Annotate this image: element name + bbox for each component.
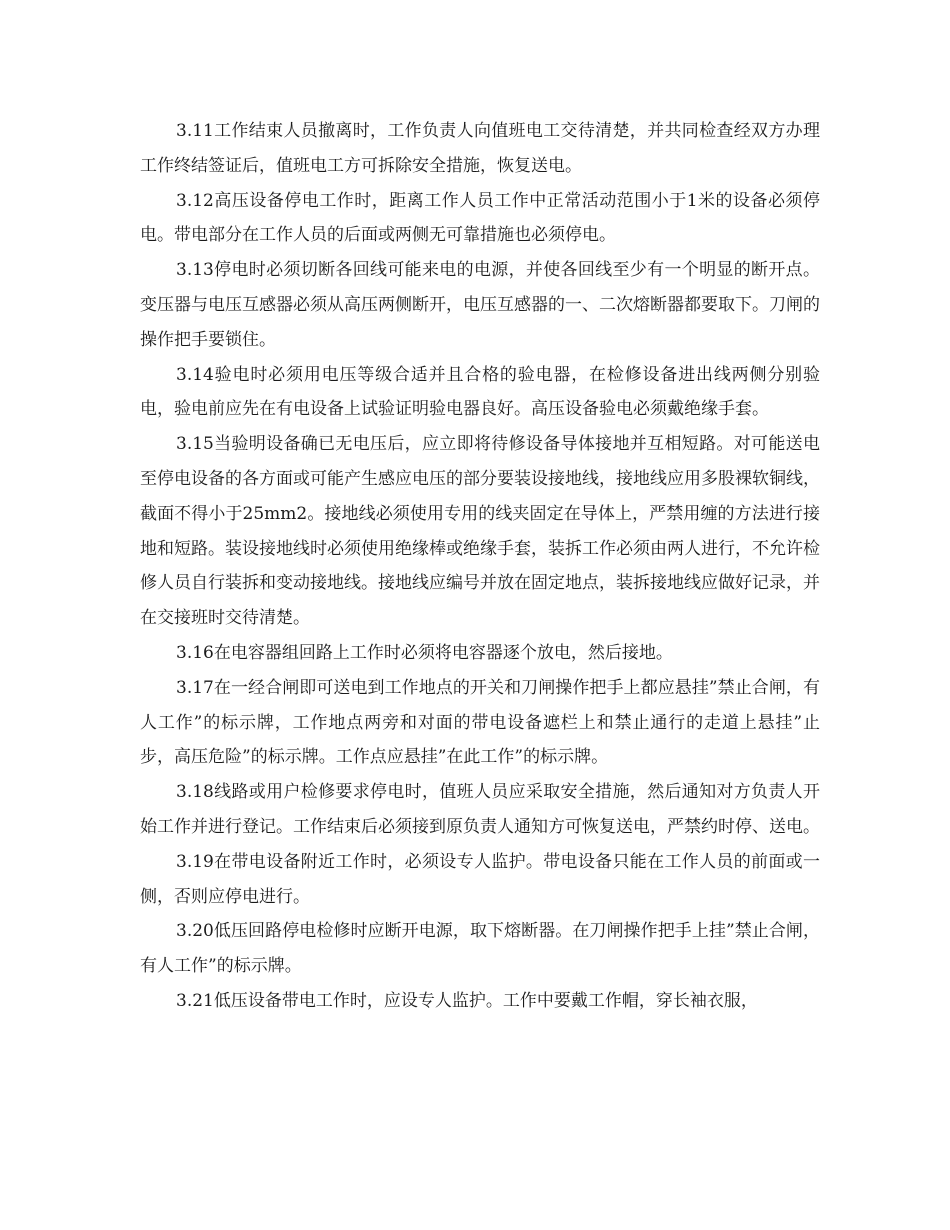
- paragraph-3-12: 3.12高压设备停电工作时，距离工作人员工作中正常活动范围小于1米的设备必须停电。带电部分在工作人员的后面或两侧无可靠措施也必须停电。: [140, 190, 820, 246]
- paragraph-3-15: 3.15当验明设备确已无电压后，应立即将待修设备导体接地并互相短路。对可能送电至停电设备的各方面或可能产生感应电压的部分要装设接地线，接地线应用多股裸软铜线，截面不得小于25mm2。接地线必须使用专用的线夹固定在导体上，严禁用缠的方法进行接地和短路。装设接地线时必须使用绝缘棒或绝缘手套，装拆工作必须由两人进行，不允许检修人员自行装拆和变动接地线。接地线应编号并放在固定地点，装拆接地线应做好记录，并在交接班时交待清楚。: [140, 434, 820, 629]
- paragraph-3-16: 3.16在电容器组回路上工作时必须将电容器逐个放电，然后接地。: [176, 642, 673, 663]
- paragraph-3-11: 3.11工作结束人员撤离时，工作负责人向值班电工交待清楚，并共同检查经双方办理工作终结签证后，值班电工方可拆除安全措施，恢复送电。: [140, 121, 820, 176]
- paragraph-3-20: 3.20低压回路停电检修时应断开电源，取下熔断器。在刀闸操作把手上挂”禁止合闸，有人工作”的标示牌。: [140, 921, 820, 977]
- paragraph-3-21: 3.21低压设备带电工作时，应设专人监护。工作中要戴工作帽，穿长袖衣服，: [176, 990, 758, 1011]
- paragraph-3-19: 3.19在带电设备附近工作时，必须设专人监护。带电设备只能在工作人员的前面或一侧，否则应停电进行。: [140, 851, 820, 907]
- paragraph-3-18: 3.18线路或用户检修要求停电时，值班人员应采取安全措施，然后通知对方负责人开始工作并进行登记。工作结束后必须接到原负责人通知方可恢复送电，严禁约时停、送电。: [140, 782, 820, 837]
- paragraph-3-13: 3.13停电时必须切断各回线可能来电的电源，并使各回线至少有一个明显的断开点。变压器与电压互感器必须从高压两侧断开，电压互感器的一、二次熔断器都要取下。刀闸的操作把手要锁住。: [140, 260, 820, 350]
- paragraph-3-14: 3.14验电时必须用电压等级合适并且合格的验电器，在检修设备进出线两侧分别验电，验电前应先在有电设备上试验证明验电器良好。高压设备验电必须戴绝缘手套。: [140, 364, 820, 420]
- document-body: [140, 114, 820, 1019]
- paragraph-3-17: 3.17在一经合闸即可送电到工作地点的开关和刀闸操作把手上都应悬挂”禁止合闸，有人工作”的标示牌，工作地点两旁和对面的带电设备遮栏上和禁止通行的走道上悬挂”止步，高压危险”的标示牌。工作点应悬挂”在此工作”的标示牌。: [140, 677, 820, 768]
